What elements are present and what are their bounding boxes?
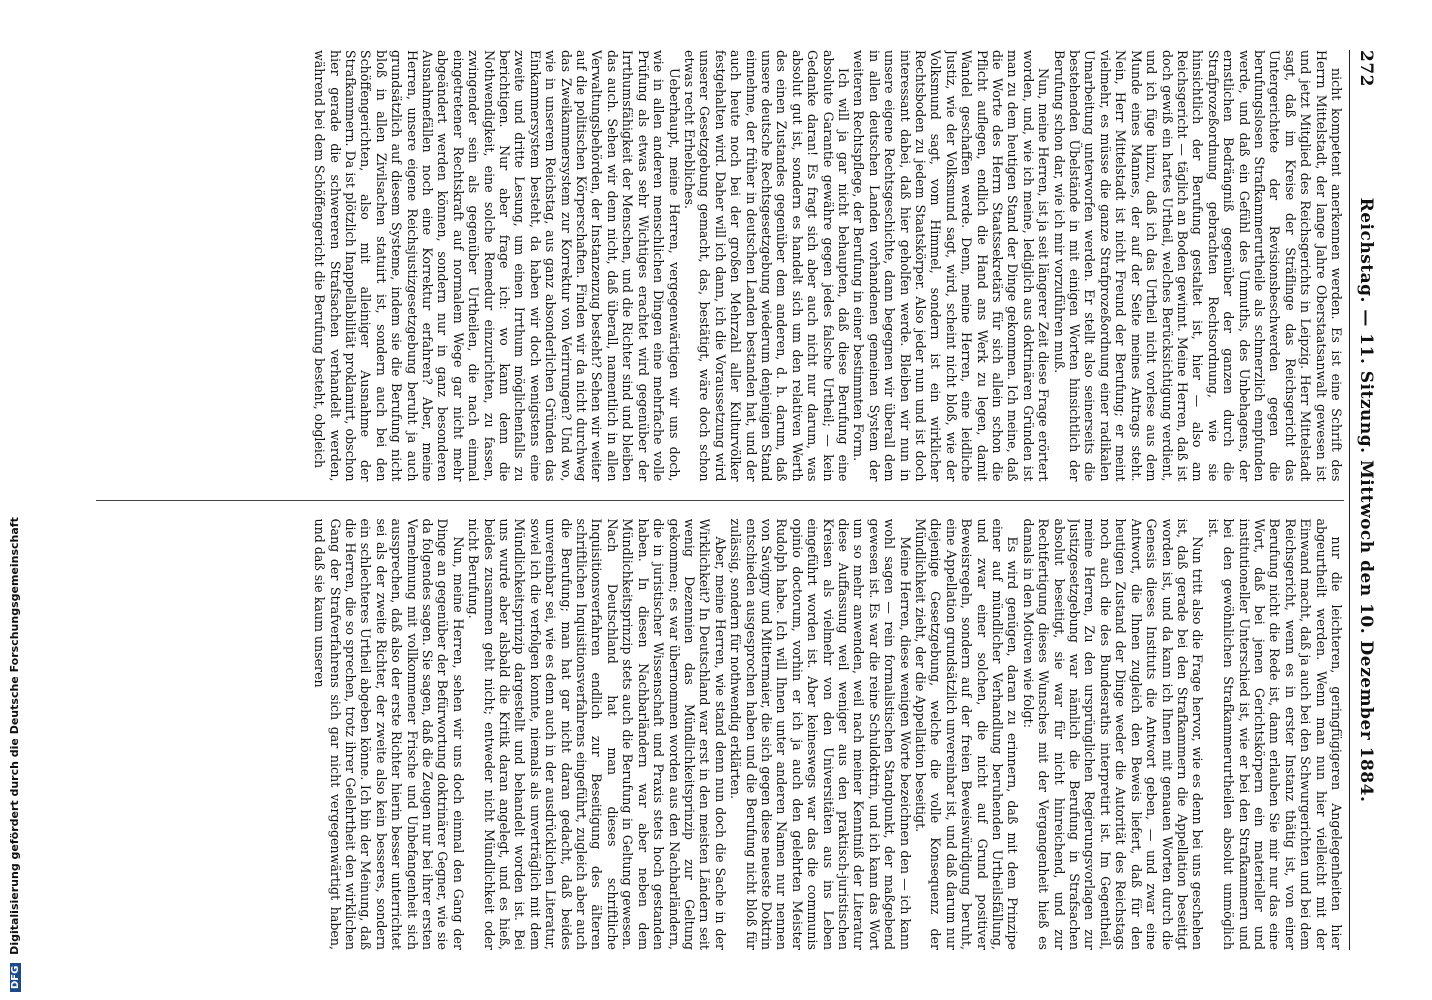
digitization-credit	[8, 0, 22, 992]
sidebar	[0, 0, 40, 1000]
column-left	[96, 50, 1344, 482]
paragraph: Nun, meine Herren, ist ja seit längerer Zeit diese Frage erörtert worden, und, wie ich meine, lediglich aus doktrinären Gründen ist man zu dem heutigen Stand der Dinge gekommen. Ich meine, daß die Worte des Herrn Staatssekretärs für sich allein schon die Pflicht auflegen, endlich die Hand ans Werk zu legen, damit Wandel geschaffen werde. Denn, meine Herren, eine leidliche Justiz, wie der Volksmund sagt, wird, scheint nicht bloß, wie der Volksmund sagt, vom Himmel, sondern ist ein wirklicher Rechtsboden zu jedem Staatskörper. Also jeder nun und ist doch interessant dabei, daß hier geholfen werde. Bleiben wir nun in unsere eigene Rechtsgeschichte, dann begegnen wir überall dem in allen deutschen Landen vorhandenen gemeinen System der weiteren Rechtspflege, der Berufung in einer bestimmten Form.	[851, 50, 1052, 482]
page-number: 272	[1356, 50, 1376, 87]
paragraph: Meine Herren, diese wenigen Worte bezeichnen den — ich kann wohl sagen — rein formalistischen Standpunkt, der maßgebend gewesen ist. Es war die reine Schuldoktrin, und ich kann das Wort um so mehr anwenden, weil nach meiner Kenntniß der Literatur diese Auffassung weil weniger aus den praktisch-juristischen Kreisen als vielmehr von den Universitäten aus ins Leben eingeführt worden ist. Aber keineswegs war das die communis opinio doctorum, vorhin er ich ja auch den gelehrten Meister Rudolph habe. Ich will Ihnen unter anderen Namen nur nennen von Savigny und Mittermaier, die sich gegen diese neueste Doktrin entschieden ausgesprochen haben und die Berufung nicht bloß für zulässig, sondern für nothwendig erklärten.	[728, 518, 913, 950]
paragraph: Nun tritt also die Frage hervor, wie es denn bei uns geschehen ist, daß gerade bei den Strafkammern die Appellation beseitigt worden ist, und da kann ich Ihnen mit genauen Worten durch die Genesis dieses Instituts die Antwort geben, — und zwar eine Antwort, die Ihnen zugleich den Beweis liefert, daß für den heutigen Zustand der Dinge weder die Autorität des Reichstags noch auch die des Bundesraths interpretirt ist. Im Gegentheil, meine Herren, Zu den ursprünglichen Regierungsvorlagen zur Justizgesetzgebung war nämlich die Berufung in Strafsachen absolut beseitigt, sie war für nicht hinreichend, und zur Rechtfertigung dieses Wunsches mit der Vergangenheit hieß es damals in den Motiven wie folgt:	[1020, 518, 1206, 950]
paragraph: Ich will ja gar nicht behaupten, daß diese Berufung eine absolute Garantie gewähre gegen jedes falsche Urtheil; — kein Gedanke daran! Es fragt sich aber auch nicht nur darum, was absolut gut ist, sondern es handelt sich um den relativen Werth des einen Zustandes gegenüber dem anderen, d. h. darum, daß unsere deutsche Rechtsgesetzgebung wiederum denjenigen Stand einnehme, der früher in deutschen Landen bestanden hat, und der auch heute noch bei der großen Mehrzahl aller Kulturvölker festgehalten wird. Daher will ich dann, ich die Voraussetzung wird unserer Gesetzgebung gemacht, das, bestätigt, wäre doch schon etwas recht Erhebliches.	[681, 50, 851, 482]
paragraph: nicht kompetent anerkennen werden. Es ist eine Schrift des Herrn Mittelstadt, der lange Jahre Oberstaatsanwalt gewesen ist und jetzt Mitglied des Reichsgerichts in Leipzig. Herr Mittelstadt sagt, daß im Kreise der Sträflinge das Reichsgericht das Untergerichtete der Revisionsbeschwerden gegen die berufungslosen Strafkammerurtheile als schmerzlich empfunden werde, und daß ein Gefühl des Unmuths, des Unbehagens, der ernstlichen Bedrängniß gegenüber der ganzen durch die Strafprozeßordnung gebrachten Rechtsordnung, wie sie hinsichtlich der Berufung gestaltet ist, hier — also am Reichsgericht — täglich an Boden gewinnt. Meine Herren, daß ist doch gewiß ein hartes Urtheil, welches Berücksichtigung verdient, und ich füge hinzu, daß ich das Urtheil nicht vorlese aus dem Munde eines Mannes, der auf der Seite meines Antrags steht. Nein, Herr Mittelstadt ist nicht Freund der Berufung; er meint vielmehr, es müsse die ganze Strafprozeßordnung einer radikalen Umarbeitung unterworfen werden. Er stellt also seinerseits die bestehenden Übelstände in mit einigen Worten hinsichtlich der Berufung schon dar, wie ich mir vorzuführen muß.	[1051, 50, 1344, 482]
paragraph: Ueberhaupt, meine Herren, vergegenwärtigen wir uns doch, wie in allen anderen menschlichen Dingen eine mehrfache volle Prüfung als etwas sehr Wichtiges erachtet wird gegenüber der Irrthumsfähigkeit der Menschen, und die Richter sind und bleiben das auch. Sehen wir denn nicht, daß überall, namentlich in allen Verwaltungsbehörden, der Instanzenzug besteht? Sehen wir weiter auf die politischen Körperschaften. Finden wir da nicht durchweg das Zweikammersystem zur Korrektur von Verirrungen? Und wo, wie in unserem Reichstag, aus ganz absonderlichen Gründen das Einkammersystem besteht, da haben wir doch wenigstens eine zweite und dritte Lesung, um einen Irrthum möglichenfalls zu berichtigen. Nur aber frage ich: wo kann denn die Nothwendigkeit, eine solche Remedur einzurichten, zu fassen, zwingender sein als gegenüber Urtheilen, die nach einmal eingetretener Rechtskraft auf normalem Wege gar nicht mehr abgeändert werden können, sondern nur in ganz besonderen Ausnahmefällen noch eine Korrektur erfahren? Aber, meine Herren, unsere eigene Reichsjustizgesetzgebung beruht ja auch grundsätzlich auf diesem Systeme, indem sie die Berufung nicht bloß in allen Zivilsachen statuirt ist, sondern auch bei den Schöffengerichten, also mit alleiniger Ausnahme der Strafkammern. Da ist plötzlich Inappellabilität proklamirt, obschon hier gerade die schwereren Strafsachen verhandelt werden, während bei dem Schöffengericht die Berufung besteht, obgleich	[312, 50, 682, 482]
column-divider	[96, 500, 1344, 501]
column-right	[96, 519, 1344, 951]
credit-text: Digitalisierung gefördert durch die Deutsche Forschungsgemeinschaft	[8, 517, 21, 955]
page-frame	[40, 0, 1432, 1000]
paragraph: Nun, meine Herren, sehen wir uns doch einmal den Gang der Dinge an gegenüber der Befürwortung doktrinärer Gegner, wie sie da folgendes sagen. Sie sagen, daß die Zeugen nur bei ihrer ersten Vernehmung mit vollkommener Frische und Unbefangenheit sich aussprechen, daß also der erste Richter hierin besser unterrichtet sei als der zweite Richter, der zweite also kein besseres, sondern ein schlechteres Urtheil abgeben könne. Ich bin der Meinung, daß die Herren, die so sprechen, trotz ihrer Gelehrtheit den wirklichen Gang der Strafverfahrens sich gar nicht vergegenwärtigt haben, und daß sie kaum unseren	[312, 518, 466, 950]
running-title: Reichstag. — 11. Sitzung. Mittwoch den 10. Dezember 1884.	[1356, 197, 1376, 803]
paragraph: Aber, meine Herren, wie stand denn nun doch die Sache in der Wirklichkeit? In Deutschland war erst in den meisten Ländern seit wenig Dezennien das Mündlichkeitsprinzip zur Geltung gekommen; es war übernommen worden aus den Nachbarländern, die in juristischer Wissenschaft und Praxis stets hoch gestanden haben. In diesen Nachbarländern war aber neben dem Mündlichkeitsprinzip stets auch die Berufung in Geltung gewesen. Nach Deutschland hat man dieses schriftliche Inquisitionsverfahren endlich zur Beseitigung des älteren schriftlichen Inquisitionsverfahrens eingeführt, zugleich aber auch die Berufung; man hat gar nicht daran gedacht, daß beides unvereinbar sei, wie es denn auch in der ausdrücklichen Literatur, soviel ich die verfolgen konnte, niemals als unverträglich mit dem Mündlichkeitsprinzip dargestellt und behandelt worden ist. Bei uns wurde aber alsbald die Kritik daran angelegt, und es hieß, beides zusammen geht nicht; entweder nicht Mündlichkeit oder nicht Berufung.	[466, 518, 728, 950]
paragraph: Es wird genügen, daran zu erinnern, daß mit dem Prinzipe einer auf mündlicher Verhandlung beruhenden Urtheilsfällung, und zwar einer solchen, die nicht auf Grund positiver Beweisregeln, sondern auf der freien Beweiswürdigung beruht, eine Appellation grundsätzlich unvereinbar ist, und daß darum nur diejenige Gesetzgebung, welche die volle Konsequenz der Mündlichkeit zieht, der die Appellation beseitigt.	[913, 518, 1021, 950]
paragraph: nur die leichteren, geringfügigeren Angelegenheiten hier abgeurtheilt werden. Wenn man nun hier vielleicht mit der Einwand macht, daß ja auch bei den Schwurgerichten und bei dem Reichsgericht, wenn es in erster Instanz thätig ist, von einer Berufung nicht die Rede ist, dann erlauben Sie mir nur das eine Wort, daß bei jenen Gerichtskörpern ein materieller und institutioneller Unterschied ist, wie er bei den Strafkammern und bei den gewöhnlichen Strafkammerurtheilen absolut unmöglich ist.	[1205, 518, 1344, 950]
document-page	[76, 20, 1396, 980]
header-rule	[1349, 50, 1350, 950]
text-columns	[96, 50, 1344, 950]
page-header	[1354, 50, 1378, 950]
dfg-logo: DFG	[10, 963, 21, 992]
